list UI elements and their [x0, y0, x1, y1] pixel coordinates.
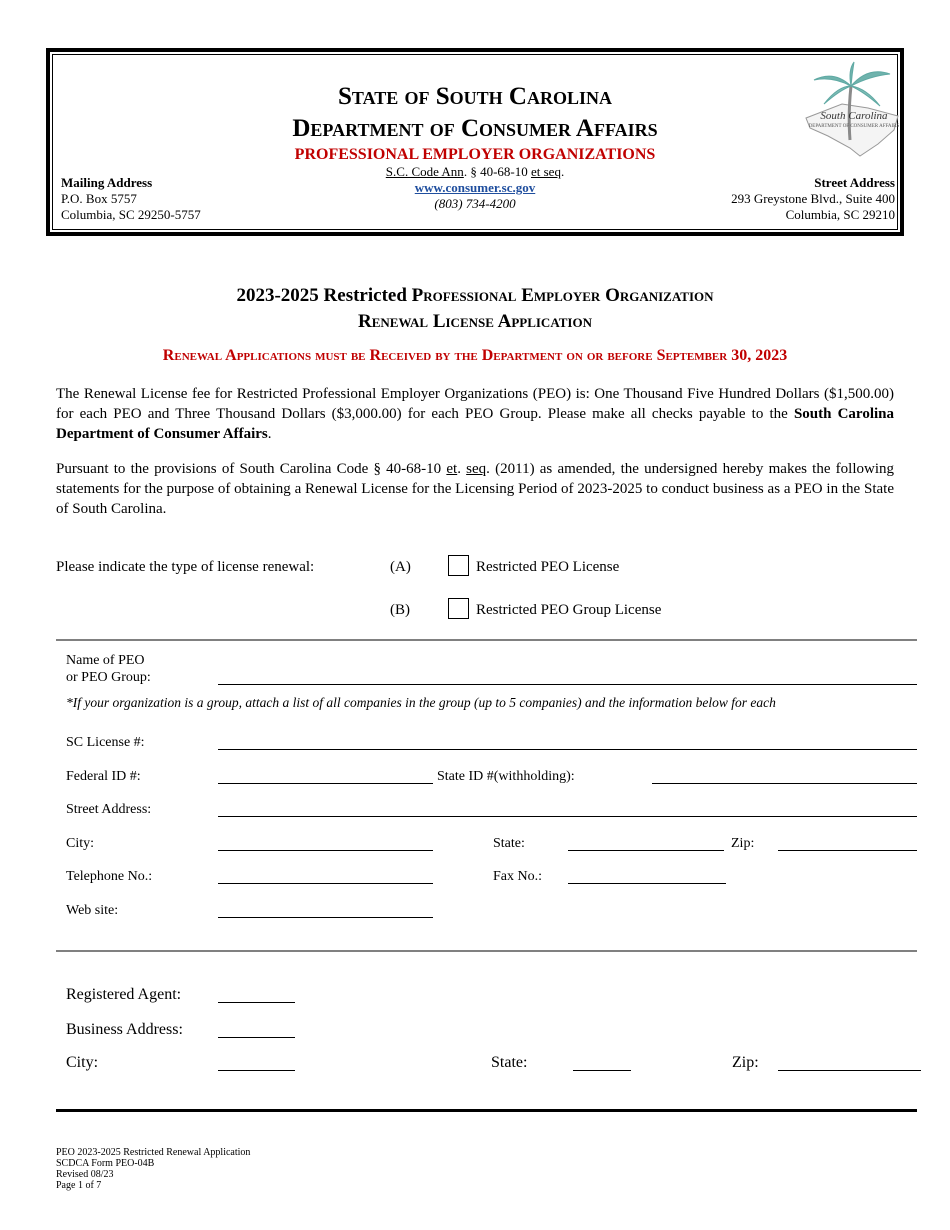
city-label: City:: [66, 836, 95, 851]
section-divider-top: [56, 639, 917, 641]
state-id-field[interactable]: [652, 783, 917, 784]
fax-label: Fax No.:: [493, 869, 542, 884]
restricted-peo-license-checkbox[interactable]: [448, 555, 469, 576]
peo-name-label-line1: Name of PEO: [66, 653, 145, 668]
group-note: *If your organization is a group, attach a list of all companies in the group (up to 5 companies) and the information below for each: [66, 695, 776, 710]
statute-text-a: Pursuant to the provisions of South Carolina Code § 40-68-10: [56, 461, 447, 477]
deadline-notice: Renewal Applications must be Received by the Department on or before September 30, 2023: [162, 347, 788, 364]
website-label: Web site:: [66, 903, 119, 918]
agent-zip-label: Zip:: [732, 1054, 759, 1071]
agent-zip-field[interactable]: [778, 1070, 921, 1071]
code-citation-prefix: S.C. Code Ann: [385, 164, 464, 179]
federal-id-label: Federal ID #:: [66, 769, 141, 784]
website-field[interactable]: [218, 917, 433, 918]
fee-paragraph-text: The Renewal License fee for Restricted Professional Employer Organizations (PEO) is: One Thousand Five Hundred Dollars ($1,500.00) for each PEO and Three Thousand Dollars ($3,000.00) for each PEO Group. Please make all checks payable to the: [56, 386, 894, 422]
street-address-label: Street Address: [814, 175, 895, 190]
street-address: [731, 175, 895, 223]
footer-page-number: Page 1 of 7: [56, 1180, 102, 1191]
footer-revised: Revised 08/23: [56, 1169, 114, 1180]
form-title-plain: 2023-2025 Restricted: [236, 285, 412, 306]
sc-dca-logo: [798, 58, 906, 162]
statute-dot: .: [457, 461, 467, 477]
logo-subtext: DEPARTMENT OF CONSUMER AFFAIRS: [808, 124, 900, 129]
footer: [56, 1147, 250, 1191]
fee-paragraph-end: .: [267, 426, 272, 442]
zip-field[interactable]: [778, 850, 917, 851]
code-citation-mid: . § 40-68-10: [463, 164, 531, 179]
agent-state-field[interactable]: [573, 1070, 631, 1071]
city-field[interactable]: [218, 850, 433, 851]
street-address-line1: 293 Greystone Blvd., Suite 400: [731, 191, 895, 206]
fee-paragraph-payee: South Carolina Department of Consumer Affairs: [56, 406, 894, 442]
fax-field[interactable]: [568, 883, 726, 884]
mailing-address-line2: Columbia, SC 29250-5757: [61, 207, 201, 222]
statute-seq: seq: [466, 461, 487, 477]
sc-license-field[interactable]: [218, 749, 917, 750]
header-department-title: Department of Consumer Affairs: [292, 115, 658, 142]
street-address-field-label: Street Address:: [66, 802, 152, 817]
restricted-peo-group-license-checkbox[interactable]: [448, 598, 469, 619]
section-divider-middle: [56, 950, 917, 952]
fee-paragraph: [56, 384, 894, 444]
state-label: State:: [493, 836, 525, 851]
header-state-title: State of South Carolina: [338, 83, 612, 110]
option-b-label: Restricted PEO Group License: [476, 602, 662, 618]
registered-agent-label: Registered Agent:: [66, 986, 182, 1003]
header-phone: (803) 734-4200: [434, 196, 516, 211]
header-website-wrap: [280, 180, 670, 196]
peo-name-label-line2: or PEO Group:: [66, 670, 151, 685]
mailing-address: [61, 175, 201, 223]
federal-id-field[interactable]: [218, 783, 433, 784]
form-title-caps: Professional Employer Organization: [411, 285, 714, 306]
header-website-link[interactable]: www.consumer.sc.gov: [414, 180, 536, 195]
mailing-address-label: Mailing Address: [61, 175, 153, 190]
sc-license-label: SC License #:: [66, 735, 145, 750]
header-division: PROFESSIONAL EMPLOYER ORGANIZATIONS: [294, 146, 656, 163]
business-address-field[interactable]: [218, 1037, 295, 1038]
registered-agent-field[interactable]: [218, 1002, 295, 1003]
peo-name-label: [66, 652, 151, 686]
business-address-label: Business Address:: [66, 1021, 183, 1038]
street-address-field[interactable]: [218, 816, 917, 817]
form-title-line2: Renewal License Application: [358, 311, 592, 332]
option-a-letter: (A): [390, 559, 411, 575]
footer-form-number: SCDCA Form PEO-04B: [56, 1158, 155, 1169]
statute-text-b: . (2011) as amended, the undersigned hereby makes the following statements for the purpose of obtaining a Renewal License for the Licensing Period of 2023-2025 to conduct business as a PEO in the State of South Carolina.: [56, 461, 895, 517]
option-b-letter: (B): [390, 602, 410, 618]
code-citation-end: .: [560, 164, 565, 179]
peo-name-field[interactable]: [218, 684, 917, 685]
option-a-label: Restricted PEO License: [476, 559, 620, 575]
section-divider-bottom: [56, 1109, 917, 1112]
statute-et: et: [446, 461, 458, 477]
mailing-address-line1: P.O. Box 5757: [61, 191, 137, 206]
header-code-citation: [280, 164, 670, 180]
state-field[interactable]: [568, 850, 724, 851]
agent-city-field[interactable]: [218, 1070, 295, 1071]
statute-paragraph: [56, 459, 894, 519]
agent-city-label: City:: [66, 1054, 99, 1071]
state-id-label: State ID #(withholding):: [437, 769, 575, 784]
street-address-line2: Columbia, SC 29210: [785, 207, 895, 222]
renewal-type-prompt: Please indicate the type of license renewal:: [56, 559, 315, 575]
zip-label: Zip:: [731, 836, 755, 851]
telephone-label: Telephone No.:: [66, 869, 153, 884]
form-title-line1: [60, 284, 890, 308]
logo-script-text: South Carolina: [820, 110, 888, 122]
footer-form-name: PEO 2023-2025 Restricted Renewal Application: [56, 1147, 251, 1158]
code-citation-suffix: et seq: [530, 164, 561, 179]
telephone-field[interactable]: [218, 883, 433, 884]
agent-state-label: State:: [491, 1054, 528, 1071]
